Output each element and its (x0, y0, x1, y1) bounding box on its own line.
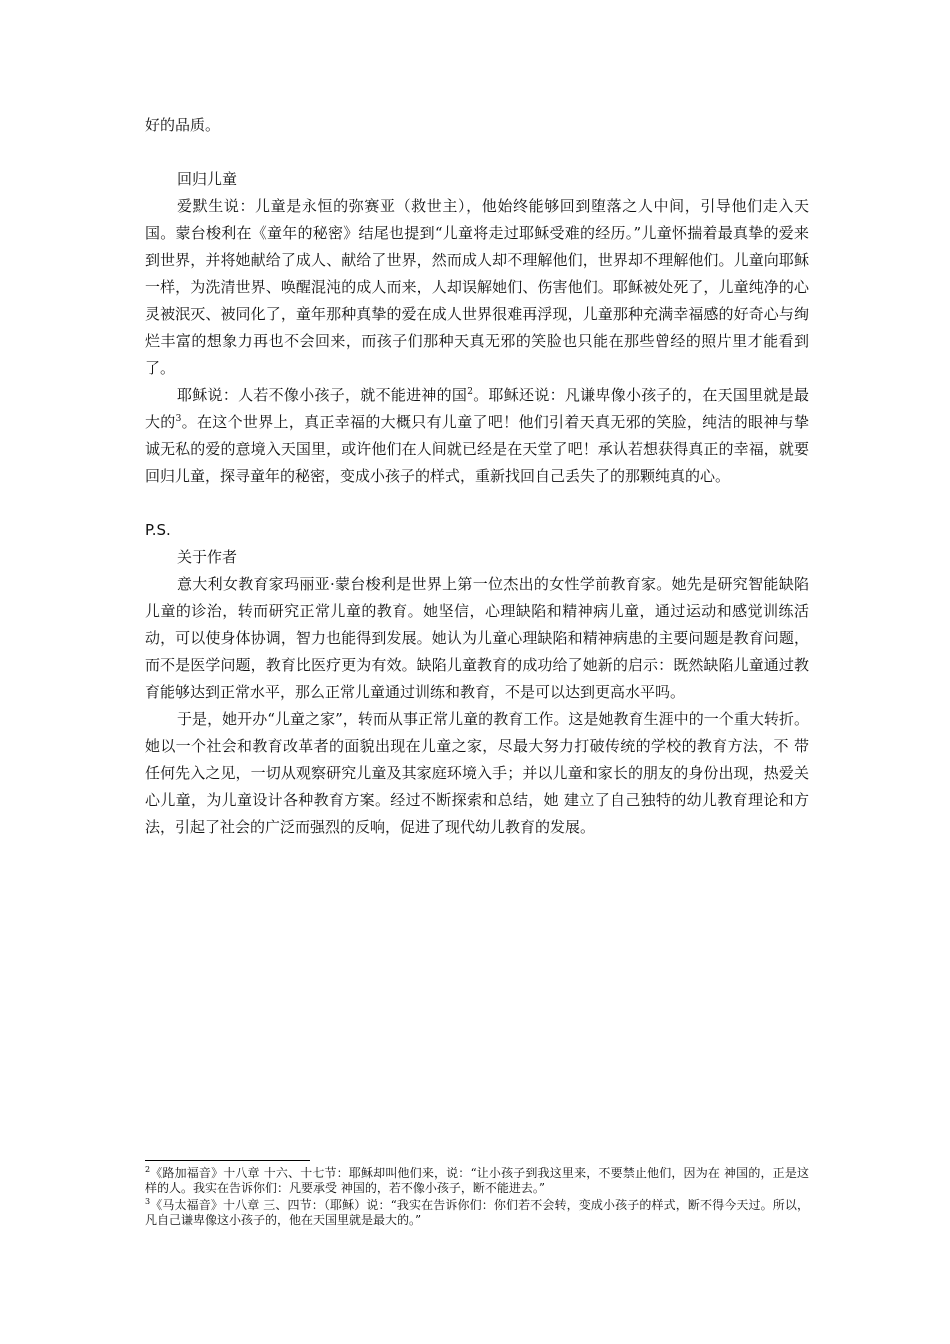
footnote-3 (145, 1198, 809, 1228)
spacer (145, 490, 809, 517)
footnote-ref-2[interactable]: 2 (467, 387, 473, 397)
footnote-separator (145, 1160, 310, 1161)
ps-label: P.S. (145, 521, 171, 539)
body-text (145, 112, 809, 841)
paragraph-jesus-said-part1: 耶稣说：人若不像小孩子，就不能进神的国 (177, 386, 468, 404)
paragraph-continuation: 好的品质。 (145, 116, 221, 134)
footnote-2 (145, 1166, 809, 1196)
paragraph-childrens-house: 于是，她开办“儿童之家”，转而从事正常儿童的教育工作。这是她教育生涯中的一个重大转折。她以一个社会和教育改革者的面貌出现在儿童之家，尽最大努力打破传统的学校的教育方法，不 带任何先入之见，一切从观察研究儿童及其家庭环境入手；并以儿童和家长的朋友的身份出现，热爱关心儿童，为儿童设计各种教育方案。经过不断探索和总结，她 建立了自己独特的幼儿教育理论和方法，引起了社会的广泛而强烈的反响，促进了现代幼儿教育的发展。 (145, 710, 809, 836)
footnote-2-mark: 2 (145, 1165, 151, 1174)
paragraph-jesus-said (145, 382, 809, 490)
footnote-ref-3[interactable]: 3 (175, 414, 182, 424)
section-title-return-to-childhood: 回归儿童 (177, 170, 238, 188)
footnote-2-text: 《路加福音》十八章 十六、十七节：耶稣却叫他们来，说：“让小孩子到我这里来，不要禁止他们，因为在 神国的，正是这样的人。我实在告诉你们：凡要承受 神国的，若不像小孩子，断不能进去。” (145, 1166, 809, 1195)
footnote-3-text: 《马太福音》十八章 三、四节：（耶稣）说：“我实在告诉你们：你们若不会转，变成小孩子的样式，断不得今天过。所以，凡自己谦卑像这小孩子的，他在天国里就是最大的。” (145, 1198, 809, 1227)
paragraph-jesus-said-part2: 。耶稣还说：凡谦卑像小孩子的，在天国里就是最大的 (145, 386, 809, 431)
footnotes (145, 1166, 809, 1230)
section-title-about-author: 关于作者 (177, 548, 238, 566)
spacer (145, 139, 809, 166)
footnote-3-mark: 3 (145, 1197, 151, 1206)
paragraph-emerson: 爱默生说：儿童是永恒的弥赛亚（救世主），他始终能够回到堕落之人中间，引导他们走入天国。蒙台梭利在《童年的秘密》结尾也提到“儿童将走过耶稣受难的经历。”儿童怀揣着最真挚的爱来到世界，并将她献给了成人、献给了世界，然而成人却不理解他们，世界却不理解他们。儿童向耶稣一样，为洗清世界、唤醒混沌的成人而来，人却误解她们、伤害他们。耶稣被处死了，儿童纯净的心灵被泯灭、被同化了，童年那种真挚的爱在成人世界很难再浮现，儿童那种充满幸福感的好奇心与绚烂丰富的想象力再也不会回来，而孩子们那种天真无邪的笑脸也只能在那些曾经的照片里才能看到了。 (145, 197, 809, 377)
paragraph-jesus-said-part3: 。在这个世界上，真正幸福的大概只有儿童了吧！他们引着天真无邪的笑脸，纯洁的眼神与挚诚无私的爱的意境入天国里，或许他们在人间就已经是在天堂了吧！承认若想获得真正的幸福，就要回归儿童，探寻童年的秘密，变成小孩子的样式，重新找回自己丢失了的那颗纯真的心。 (145, 413, 809, 485)
paragraph-montessori-bio: 意大利女教育家玛丽亚·蒙台梭利是世界上第一位杰出的女性学前教育家。她先是研究智能缺陷儿童的诊治，转而研究正常儿童的教育。她坚信，心理缺陷和精神病儿童，通过运动和感觉训练活动，可以使身体协调，智力也能得到发展。她认为儿童心理缺陷和精神病患的主要问题是教育问题，而不是医学问题，教育比医疗更为有效。缺陷儿童教育的成功给了她新的启示：既然缺陷儿童通过教育能够达到正常水平，那么正常儿童通过训练和教育，不是可以达到更高水平吗。 (145, 575, 809, 701)
